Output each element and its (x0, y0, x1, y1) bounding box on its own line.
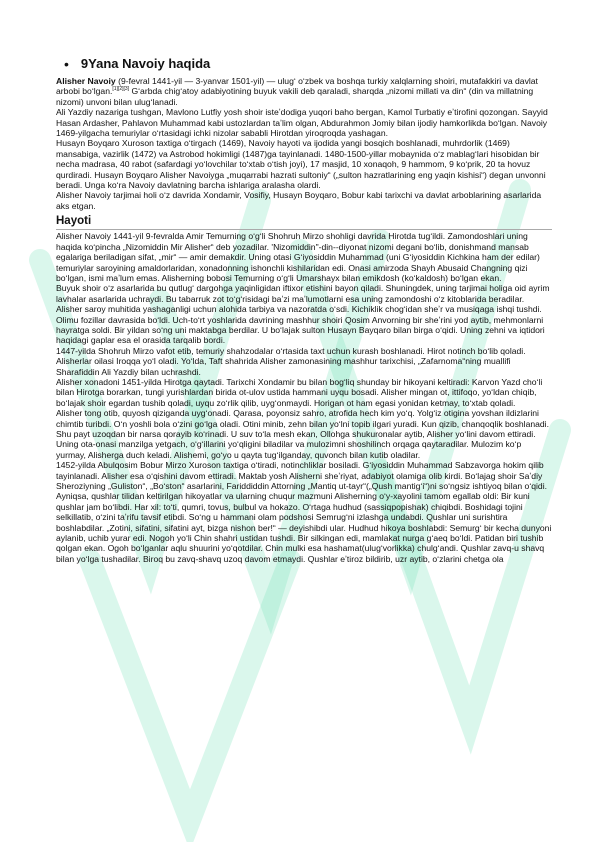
paragraph: 1452-yilda Abulqosim Bobur Mirzo Xuroson taxtiga oʻtiradi, notinchliklar bosiladi. Gʻiyosiddin Muhammad Sabzavorga hokim qilib tayinlanadi. Alisher esa oʻqishini davom ettiradi. Maktab yosh Alisherni sheʼriyat, adabiyot olamiga olib kirdi. Boʻlajag shoir Saʼdiy Sheroziyning „Guliston“, „Boʻston“ asarlarini, Fariddiddin Attorning „Mantiq ut-tayr“(„Qush mantigʻi“)ni soʻngsiz ishtiyoq bilan oʻqidi. Ayniqsa, qushlar tilidan keltirilgan hikoyatlar va ularning chuqur mazmuni Alisherning oʻy-xayolini tamom egallab oldi: Bir kuni qushlar jam boʻlibdi. Har xil: toʻti, qumri, tovus, bulbul va hokazo. Oʻrtaga hudhud (sassiqpopishak) chiqibdi. Boshidagi tojini selkillatib, oʻzini taʼrifu tavsif etibdi. Soʻng u hammani olam podshosi Semrugʻni izlashga undabdi. Qushlar uni surishtira boshlabdilar. „Zotini, sifatini, sifatini ayt, bizga nishon ber!“ — deyishibdi ular. Hudhud hikoya boshlabdi: Semurgʻ bir kecha dunyoni aylanib, uchib yurar edi. Nogoh yoʻli Chin shahri ustidan tushdi. Bir silkingan edi, mamlakat nurga gʻaeq boʻldi. Patidan biri tushib qolgan ekan. Ogoh boʻlganlar aqlu shuurini yoʻqotdilar. Chin mulki esa hashamat(ulugʻvorlikka) chulgʻandi. Qushlar zavq-u shavq bilan yoʻlga tushadilar. Biroq bu zavq-shavq uzoq davom etmaydi. Qushlar eʼtiroz bildirib, uzr aytib, oʻzlarini chetga ola (56, 460, 552, 564)
intro-text: (9-fevral 1441-yil — 3-yanvar 1501-yil) — ulugʻ oʻzbek va boshqa turkiy xalqlarning shoiri, mutafakkiri va davlat arbobi boʻlgan. (56, 76, 538, 97)
section-title-hayoti: Hayoti (56, 214, 552, 230)
article (56, 56, 552, 564)
paragraph: Alisher Navoiy 1441-yil 9-fevralda Amir Temurning oʻgʻli Shohruh Mirzo shohligi davrida Hirotda tugʻildi. Zamondoshlari uning haqida koʻpincha „Nizomiddin Mir Alisher“ deb yozadilar. 'Nizomiddin"-din--diyonat nizomi degani boʻlib, donishmand mansab egalariga beriladigan sifat, „mir“ — amir demakdir. Uning otasi Gʻiyosiddin Muhammad (uni Gʻiyosiddin Kichkina ham der edilar) temuriylar saroyining amaldorlaridan, xonadonning ishonchli kishilaridan edi. Onasi amirzoda Shayh Abusaid Changning qizi boʻlgan, ismi maʼlum emas. Alisherning bobosi Temurning oʻgʻli Umarshayx bilan emikdosh (koʻkaldosh) boʻlgan ekan. (56, 231, 540, 283)
paragraph: 1447-yilda Shohruh Mirzo vafot etib, temuriy shahzodalar oʻrtasida taxt uchun kurash boshlanadi. Hirot notinch boʻlib qoladi. Alisherlar oilasi Iroqqa yoʻl oladi. Yoʻlda, Taft shahrida Alisher zamonasining mashhur tarixchisi, „Zafarnoma“ning muallifi Sharafiddin Ali Yazdiy bilan uchrashdi. (56, 345, 526, 377)
article-title: 9Yana Navoiy haqida (80, 56, 211, 71)
intro-text-end: Gʻarbda chigʻatoy adabiyotining buyuk vakili deb qaraladi, sharqda „nizomi millati va din“ (din va millatning nizomi) unvoni bilan ulugʻlanadi. (56, 86, 534, 107)
paragraph: Alisher xonadoni 1451-yilda Hirotga qaytadi. Tarixchi Xondamir bu bilan bogʻliq shunday bir hikoyani keltiradi: Karvon Yazd choʻli bilan Hirotga borarkan, tungi yurishlardan birida ot-ulov ustida hammani uyqu bosadi. Alisher mingan ot, ittifoqo, yoʻldan chiqib, boʻlajak shoir egardan tushib qoladi, uyqu zoʻrlik qilib, uygʻonmaydi. Horigan ot ham egasi yonidan ketmay, toʻxtab qoladi. (56, 376, 543, 408)
paragraph: Alisher tong otib, quyosh qiziganda uygʻonadi. Qarasa, poyonsiz sahro, atrofida hech kim yoʻq. Yolgʻiz otigina yovshan ildizlarini chimtib turibdi. Oʻn yoshli bola oʻzini goʻlga oladi. Otini minib, zehn bilan yoʻlni topib ilgari yuradi. Kun qizib, chanqoqlik boshlanadi. Shu payt uzoqdan bir narsa qorayib koʻrinadi. U suv toʻla mesh ekan, Ollohga shukuronalar aytib, Alisher yoʻlini davom ettiradi. Uning ota-onasi manzilga yetgach, oʻgʻillarini yoʻqligini biladilar va mulozimni shoshilinch orqaga qaytaradilar. Mulozim koʻp yurmay, Alisherga duch keladi. Alishemi, goʻyo u qayta tugʻilganday, quvonch bilan kutib oladilar. (56, 408, 549, 460)
bullet-icon: • (64, 56, 69, 72)
paragraph: Alisher saroy muhitida yashaganligi uchun alohida tarbiya va nazoratda oʻsdi. Kichiklik chogʻidan sheʼr va musiqaga ishqi tushdi. Olimu fozillar davrasida boʻldi. Uch-toʻrt yoshlarida davrining mashhur shoiri Qosim Anvorning bir sheʼrini yod aytib, mehmonlarni hayratga soldi. Bir yildan soʻng uni maktabga berdilar. U boʻlajak sulton Husayn Bayqaro bilan birga oʻqidi. Uning zehni va iqtidori haqidagi gaplar esa el orasida tarqalib bordi. (56, 304, 545, 346)
article-heading (64, 56, 552, 72)
subject-name: Alisher Navoiy (56, 76, 116, 86)
paragraph: Husayn Boyqaro Xuroson taxtiga oʻtirgach (1469), Navoiy hayoti va ijodida yangi bosqich boshlanadi, muhrdorlik (1469) mansabiga, vazirlik (1472) va Astrobod hokimligi (1487)ga tayinlanadi. 1480-1500-yillar mobaynida oʻz mablagʻlari hisobidan bir necha madrasa, 40 rabot (safardagi yoʻlovchilar toʻxtab oʻtish joyi), 17 masjid, 10 xonaqoh, 9 hammom, 9 koʻprik, 20 ta hovuz qurdiradi. Husayn Boyqaro Alisher Navoiyga „muqarrabi hazrati sultoniy“ („sulton hazratlarining eng yaqin kishisi“) degan unvonni beradi. Unga koʻra Navoiy davlatning barcha ishlariga aralasha olardi. (56, 138, 546, 191)
intro-paragraph (56, 76, 552, 107)
paragraph: Buyuk shoir oʻz asarlarida bu qutlugʻ dargohga yaqinligidan iftixor etishini bayon qiladi. Shuningdek, uning tarjimai holiga oid ayrim lavhalar asarlarida uchraydi. Bu tabarruk zot toʻgʻrisidagi baʼzi maʼlumotlarni esa uning zamondoshi oʻz kitoblarida beradilar. (56, 283, 550, 304)
reference-links[interactable]: [1][2][3] (112, 86, 130, 93)
paragraph: Ali Yazdiy nazariga tushgan, Mavlono Lutfiy yosh shoir isteʼdodiga yuqori baho bergan, Kamol Turbatiy eʼtirofini qozongan. Sayyid Hasan Ardasher, Pahlavon Muhammad kabi ustozlardan taʼlim olgan, Abdurahmon Jomiy bilan ijodiy hamkorlikda boʻlgan. Navoiy 1469-yilgacha temuriylar oʻrtasidagi ichki nizolar sababli Hirotdan yiroqroqda yashagan. (56, 107, 548, 139)
paragraph: Alisher Navoiy tarjimai holi oʻz davrida Xondamir, Vosifiy, Husayn Boyqaro, Bobur kabi tarixchi va davlat arboblarining asarlarida aks etgan. (56, 190, 542, 211)
